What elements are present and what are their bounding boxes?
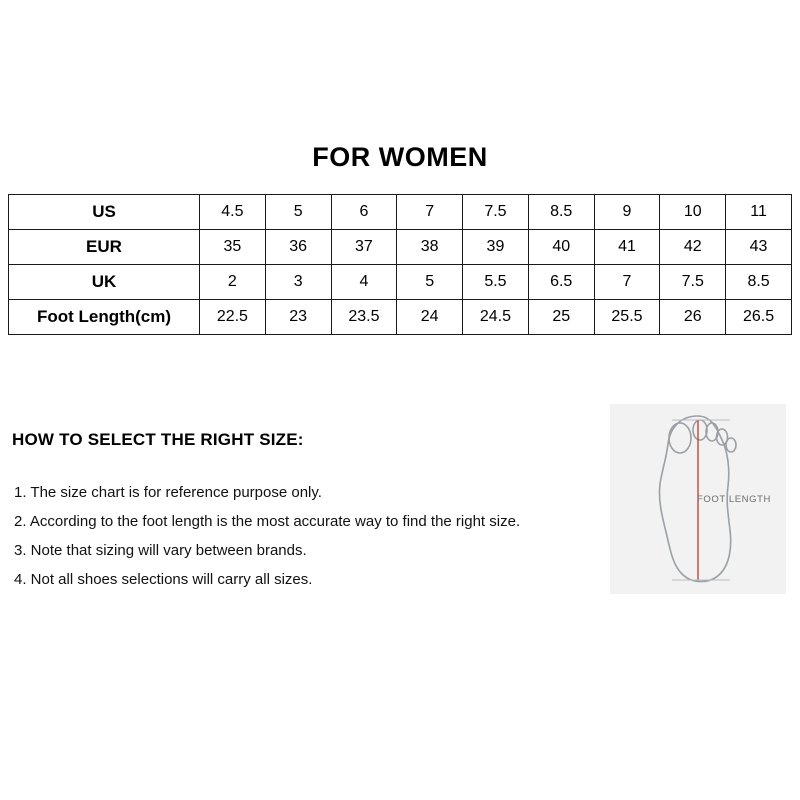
row-header-us: US — [9, 195, 200, 230]
size-table-container — [8, 194, 792, 335]
cell-uk-7: 7.5 — [660, 265, 726, 300]
list-item: 1. The size chart is for reference purpose only. — [14, 484, 322, 501]
cell-eur-2: 37 — [331, 230, 397, 265]
howto-list — [14, 478, 624, 594]
cell-us-5: 8.5 — [528, 195, 594, 230]
list-item: 2. According to the foot length is the most accurate way to find the right size. — [14, 513, 521, 530]
cell-foot-1: 23 — [265, 300, 331, 335]
cell-eur-0: 35 — [200, 230, 266, 265]
cell-foot-7: 26 — [660, 300, 726, 335]
row-header-foot-length: Foot Length(cm) — [9, 300, 200, 335]
foot-length-label: FOOT LENGTH — [697, 494, 771, 505]
cell-foot-3: 24 — [397, 300, 463, 335]
cell-eur-6: 41 — [594, 230, 660, 265]
table-row — [9, 230, 792, 265]
cell-foot-4: 24.5 — [463, 300, 529, 335]
row-header-uk: UK — [9, 265, 200, 300]
cell-us-8: 11 — [726, 195, 792, 230]
cell-us-3: 7 — [397, 195, 463, 230]
cell-us-4: 7.5 — [463, 195, 529, 230]
table-row — [9, 265, 792, 300]
cell-eur-3: 38 — [397, 230, 463, 265]
list-item: 3. Note that sizing will vary between brands. — [14, 542, 307, 559]
cell-uk-1: 3 — [265, 265, 331, 300]
cell-foot-6: 25.5 — [594, 300, 660, 335]
cell-eur-4: 39 — [463, 230, 529, 265]
cell-us-2: 6 — [331, 195, 397, 230]
cell-uk-8: 8.5 — [726, 265, 792, 300]
cell-uk-5: 6.5 — [528, 265, 594, 300]
cell-uk-3: 5 — [397, 265, 463, 300]
page-title: FOR WOMEN — [312, 142, 488, 172]
cell-uk-4: 5.5 — [463, 265, 529, 300]
howto-heading: HOW TO SELECT THE RIGHT SIZE: — [12, 430, 304, 449]
cell-foot-2: 23.5 — [331, 300, 397, 335]
list-item: 4. Not all shoes selections will carry all sizes. — [14, 571, 313, 588]
cell-us-0: 4.5 — [200, 195, 266, 230]
cell-eur-5: 40 — [528, 230, 594, 265]
cell-uk-0: 2 — [200, 265, 266, 300]
cell-eur-7: 42 — [660, 230, 726, 265]
cell-us-7: 10 — [660, 195, 726, 230]
cell-foot-8: 26.5 — [726, 300, 792, 335]
cell-foot-5: 25 — [528, 300, 594, 335]
cell-eur-1: 36 — [265, 230, 331, 265]
cell-eur-8: 43 — [726, 230, 792, 265]
table-row — [9, 195, 792, 230]
cell-uk-6: 7 — [594, 265, 660, 300]
cell-us-6: 9 — [594, 195, 660, 230]
cell-us-1: 5 — [265, 195, 331, 230]
row-header-eur: EUR — [9, 230, 200, 265]
size-table — [8, 194, 792, 335]
cell-foot-0: 22.5 — [200, 300, 266, 335]
cell-uk-2: 4 — [331, 265, 397, 300]
table-row — [9, 300, 792, 335]
